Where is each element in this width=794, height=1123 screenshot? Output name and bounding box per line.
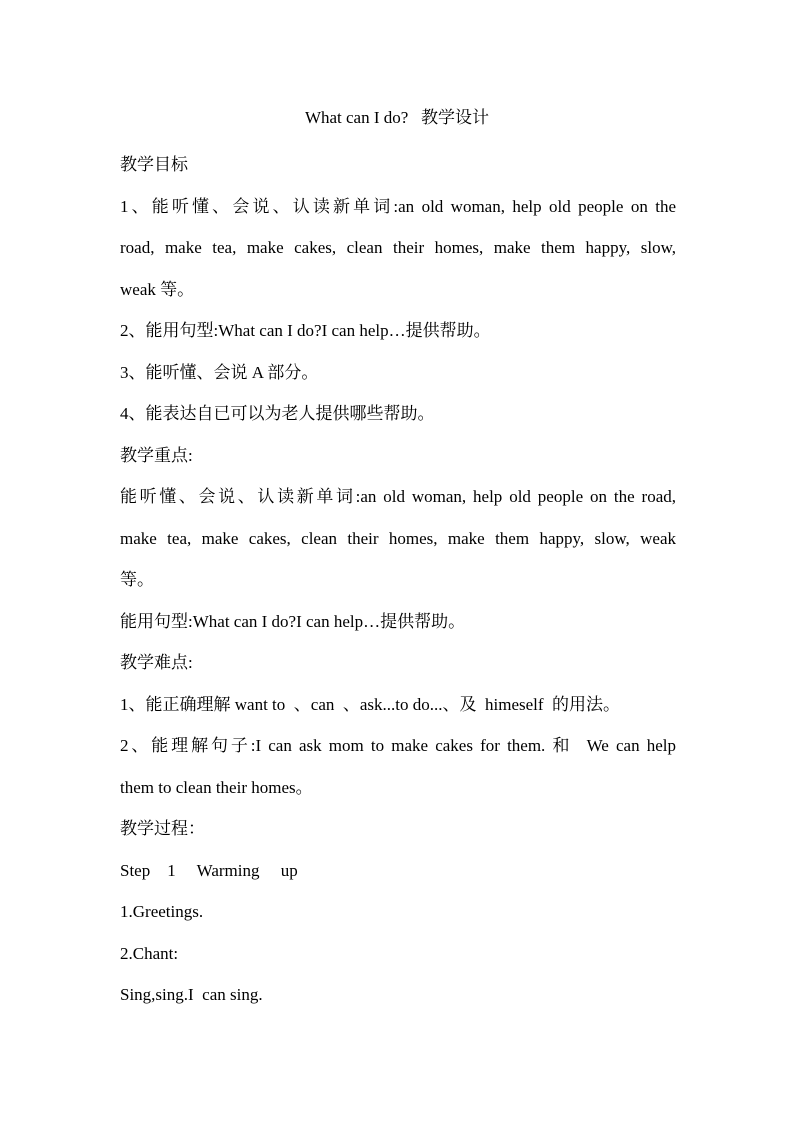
key-point-sentence-pattern: 能用句型:What can I do?I can help…提供帮助。: [120, 611, 466, 631]
section-heading-process: 教学过程：: [120, 819, 205, 838]
section-heading-key-points: 教学重点:: [120, 445, 193, 465]
section-heading-difficulties: 教学难点:: [120, 653, 193, 672]
difficulty-1: 1、能正确理解 want to 、can 、ask...to do...、及 himeself 的用法。: [120, 694, 621, 714]
key-point-line-2: make tea, make cakes, clean their homes, make them happy, slow, weak: [120, 528, 676, 548]
difficulty-2-line-2: them to clean their homes。: [120, 777, 313, 797]
chant-lyrics: Sing,sing.I can sing.: [120, 985, 263, 1004]
section-heading-objectives: 教学目标: [120, 155, 188, 174]
objective-3: 3、能听懂、会说 A 部分。: [120, 362, 319, 382]
difficulty-2-line-1: 2、能理解句子:I can ask mom to make cakes for them. 和 We can help: [120, 736, 676, 755]
key-point-line-3: 等。: [120, 570, 154, 589]
document-title: What can I do? 教学设计: [304, 108, 490, 127]
step-1-item-greetings: 1.Greetings.: [120, 902, 204, 921]
key-point-line-1: 能听懂、会说、认读新单词:an old woman, help old people on the road,: [120, 487, 676, 506]
objective-1-line-1: 1、能听懂、会说、认读新单词:an old woman, help old people on the: [120, 196, 676, 216]
document-body: [120, 144, 676, 1016]
objective-4: 4、能表达自已可以为老人提供哪些帮助。: [120, 404, 435, 423]
step-1-heading: Step 1 Warming up: [120, 860, 298, 880]
objective-1-line-2: road, make tea, make cakes, clean their homes, make them happy, slow,: [120, 238, 676, 257]
step-1-item-chant: 2.Chant:: [120, 943, 179, 963]
objective-2: 2、能用句型:What can I do?I can help…提供帮助。: [120, 321, 491, 340]
objective-1-line-3: weak 等。: [120, 279, 195, 299]
